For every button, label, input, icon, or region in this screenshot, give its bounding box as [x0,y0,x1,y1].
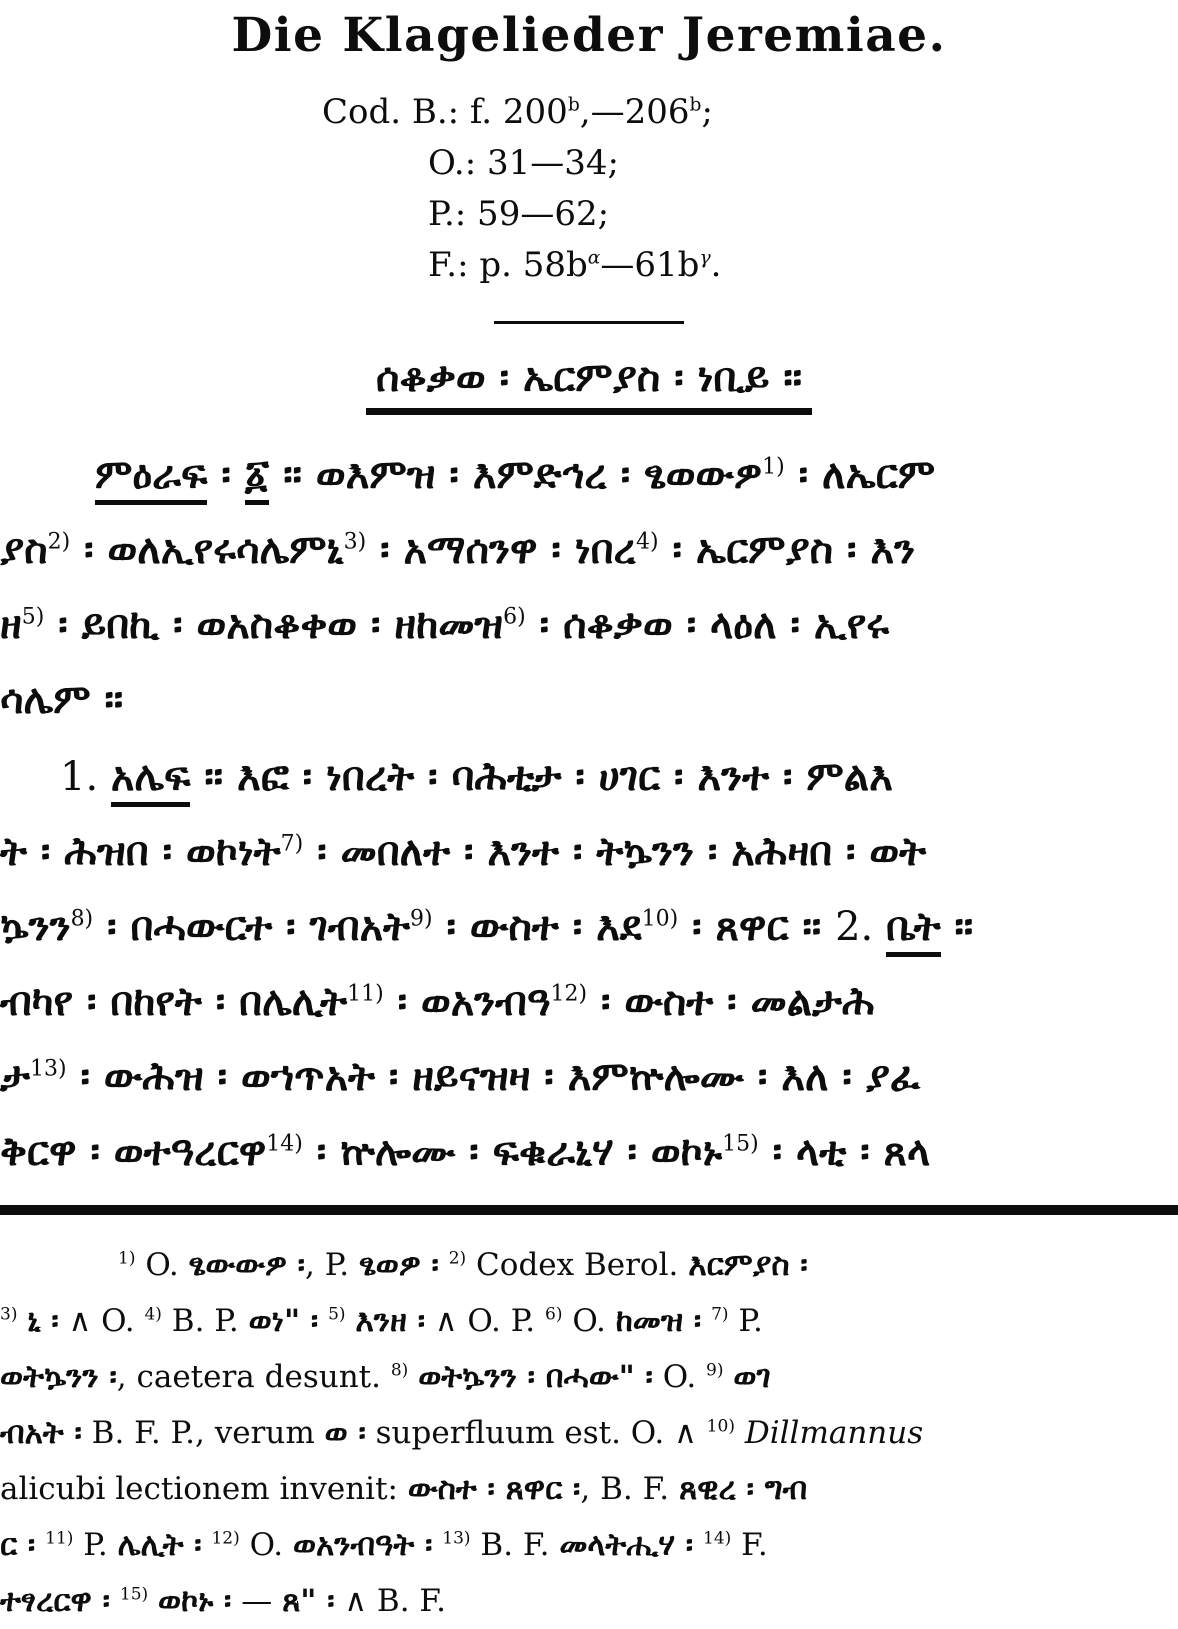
intro-line-3: ዘ$^{5)}$ ፡ ይበኪ ፡ ወአስቆቀወ ፡ ዘከመዝ$^{6)}$ ፡ ሰቆቃወ ፡ ላዕለ ፡ ኢየሩ [0,601,890,648]
codex-references [322,87,1178,291]
ethiopic-heading [0,354,1178,415]
codex-ref-b: Cod. B.: f. 200$^b$,—206$^b$; [322,92,713,132]
verse-line-2: ት ፡ ሕዝበ ፡ ወኮነት$^{7)}$ ፡ መበለተ ፡ እንተ ፡ ትኴንን ፡ አሕዛበ ፡ ወት [0,828,927,875]
critical-apparatus-footnotes [0,1237,1178,1629]
footnote-line-7: ተፃረርዋ ፡ $^{15)}$ ወኮኑ ፡ — ጸ" ፡ ∧ B. F. [0,1583,446,1619]
footnote-line-3: ወትኴንን ፡, caetera desunt. $^{8)}$ ወትኴንን ፡ በሓው" ፡ O. $^{9)}$ ወገ [0,1359,771,1395]
footnote-line-5: alicubi lectionem invenit: ውስተ ፡ ጸዋር ፡, B. F. ጸዊረ ፡ ግብ [0,1471,808,1507]
intro-line-1: ምዕራፍ ፡ ፩ ። ወእምዝ ፡ እምድኅረ ፡ ፄወውዎ$^{1)}$ ፡ ለኤርም [0,437,1178,512]
verse-line-6: ቅርዋ ፡ ወተዓረርዋ$^{14)}$ ፡ ኵሎሙ ፡ ፍቁራኒሃ ፡ ወኮኑ$^{15)}$ ፡ ላቲ ፡ ጸላ [0,1128,931,1175]
ethiopic-heading-text: ሰቆቃወ ፡ ኤርምያስ ፡ ነቢይ ። [366,354,812,415]
codex-ref-p: P.: 59—62; [428,194,610,234]
footnote-line-2: $^{3)}$ ኒ ፡ ∧ O. $^{4)}$ B. P. ወነ" ፡ $^{5)}$ እንዘ ፡ ∧ O. P. $^{6)}$ O. ከመዝ ፡ $^{7)}$ P. [0,1303,763,1339]
section-divider-rule [494,321,684,324]
verse-line-3: ኴንን$^{8)}$ ፡ በሓውርተ ፡ ገብአት$^{9)}$ ፡ ውስተ ፡ እደ$^{10)}$ ፡ ጸዋር ። 2. ቤት ። [0,889,1178,964]
footnote-line-4: ብአት ፡ B. F. P., verum ወ ፡ superfluum est. O. ∧ $^{10)}$ Dillmannus [0,1415,924,1451]
intro-line-4: ሳሌም ። [0,676,124,723]
verse-line-1: 1. አሌፍ ። እፎ ፡ ነበረት ፡ ባሕቲታ ፡ ሀገር ፡ እንተ ፡ ምልእ [0,739,1178,814]
verse-line-4: ብካየ ፡ በከየት ፡ በሌሊት$^{11)}$ ፡ ወአንብዓ$^{12)}$ ፡ ውስተ ፡ መልታሕ [0,978,875,1025]
page-title: Die Klagelieder Jeremiae. [231,8,947,63]
intro-line-2: ያስ$^{2)}$ ፡ ወለኢየሩሳሌምኒ$^{3)}$ ፡ አማሰንዋ ፡ ነበረ$^{4)}$ ፡ ኤርምያስ ፡ እን [0,526,916,573]
verse-line-5: ታ$^{13)}$ ፡ ውሕዝ ፡ ወኀጥአት ፡ ዘይናዝዛ ፡ እምኵሎሙ ፡ እለ ፡ ያፈ [0,1053,920,1100]
codex-ref-f: F.: p. $58b^\alpha—61b^\gamma$. [428,245,722,285]
verse-paragraph [0,739,1178,1189]
footnote-separator-rule [0,1205,1178,1215]
footnote-line-6: ር ፡ $^{11)}$ P. ሌሊት ፡ $^{12)}$ O. ወአንብዓት ፡ $^{13)}$ B. F. መላትሒሃ ፡ $^{14)}$ F. [0,1527,768,1563]
intro-paragraph [0,437,1178,737]
footnote-line-1: $^{1)}$ O. ፄውውዎ ፡, P. ፄወዎ ፡ $^{2)}$ Codex Berol. እርምያስ ፡ [118,1247,808,1283]
codex-ref-o: O.: 31—34; [428,143,619,183]
